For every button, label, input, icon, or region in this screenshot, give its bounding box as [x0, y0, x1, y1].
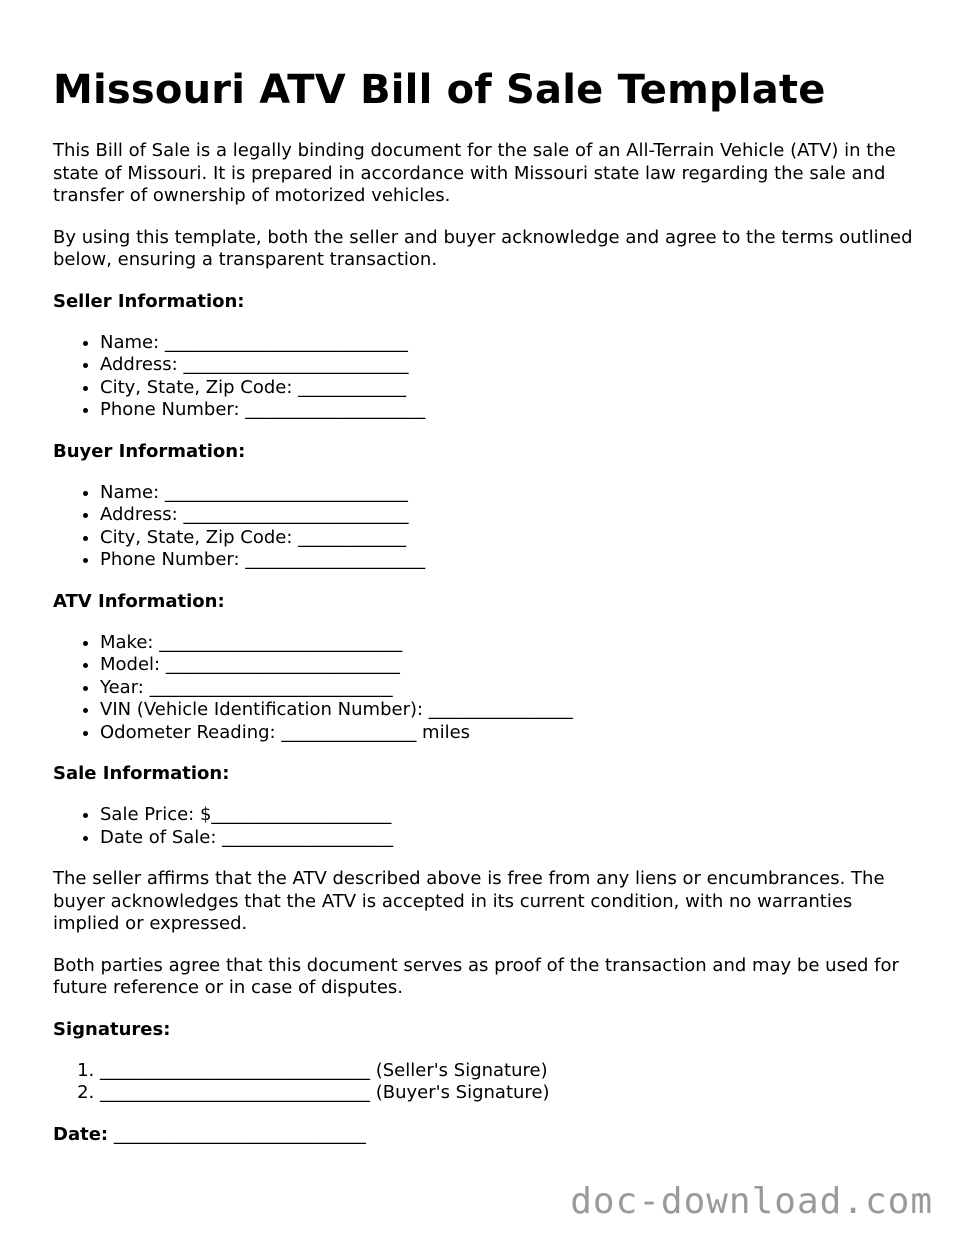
buyer-signature-line: 2. ______________________________ (Buyer's Signature) — [100, 1082, 923, 1105]
intro-paragraph-2: By using this template, both the seller and buyer acknowledge and agree to the terms outlined below, ensuring a transparent transaction. — [53, 226, 913, 270]
buyer-address-field: • Address: _________________________ — [100, 504, 923, 527]
date-field — [53, 1124, 923, 1146]
seller-heading: Seller Information: — [53, 290, 245, 312]
terms-paragraph-2: Both parties agree that this document serves as proof of the transaction and may be used for future reference or in case of disputes. — [53, 954, 899, 998]
watermark-text: doc-download.com — [570, 1181, 933, 1222]
date-label: Date: — [53, 1123, 109, 1145]
atv-vin-field: • VIN (Vehicle Identification Number): ________________ — [100, 699, 923, 722]
sale-heading: Sale Information: — [53, 763, 230, 784]
atv-heading: ATV Information: — [53, 590, 225, 612]
buyer-phone-field: • Phone Number: ____________________ — [100, 549, 923, 572]
atv-list — [53, 632, 923, 745]
page-title: Missouri ATV Bill of Sale Template — [53, 67, 826, 113]
sale-list — [53, 804, 923, 849]
terms-paragraph-1: The seller affirms that the ATV described above is free from any liens or encumbrances. The buyer acknowledges that the ATV is accepted in its current condition, with no warranties implied or expressed. — [53, 868, 885, 934]
seller-city-field: • City, State, Zip Code: ____________ — [100, 377, 923, 400]
sale-price-field: • Sale Price: $____________________ — [100, 804, 923, 827]
atv-model-field: • Model: __________________________ — [100, 654, 923, 677]
seller-signature-line: 1. ______________________________ (Seller's Signature) — [100, 1060, 923, 1083]
seller-name-field: • Name: ___________________________ — [100, 332, 923, 355]
date-line-blank: ____________________________ — [113, 1123, 366, 1145]
document-page — [53, 62, 923, 1146]
buyer-heading: Buyer Information: — [53, 440, 246, 462]
atv-year-field: • Year: ___________________________ — [100, 677, 923, 700]
buyer-city-field: • City, State, Zip Code: ____________ — [100, 527, 923, 550]
signatures-list — [53, 1060, 923, 1105]
buyer-list — [53, 482, 923, 572]
seller-address-field: • Address: _________________________ — [100, 354, 923, 377]
buyer-name-field: • Name: ___________________________ — [100, 482, 923, 505]
sale-date-field: • Date of Sale: ___________________ — [100, 827, 923, 850]
seller-list — [53, 332, 923, 422]
signatures-heading: Signatures: — [53, 1018, 171, 1040]
seller-phone-field: • Phone Number: ____________________ — [100, 399, 923, 422]
atv-make-field: • Make: ___________________________ — [100, 632, 923, 655]
intro-paragraph-1: This Bill of Sale is a legally binding document for the sale of an All-Terrain Vehicle (ATV) in the state of Missouri. It is prepared in accordance with Missouri state law regarding the sale and transfer of ownership of motorized vehicles. — [53, 140, 896, 206]
atv-odometer-field: • Odometer Reading: _______________ miles — [100, 722, 923, 745]
